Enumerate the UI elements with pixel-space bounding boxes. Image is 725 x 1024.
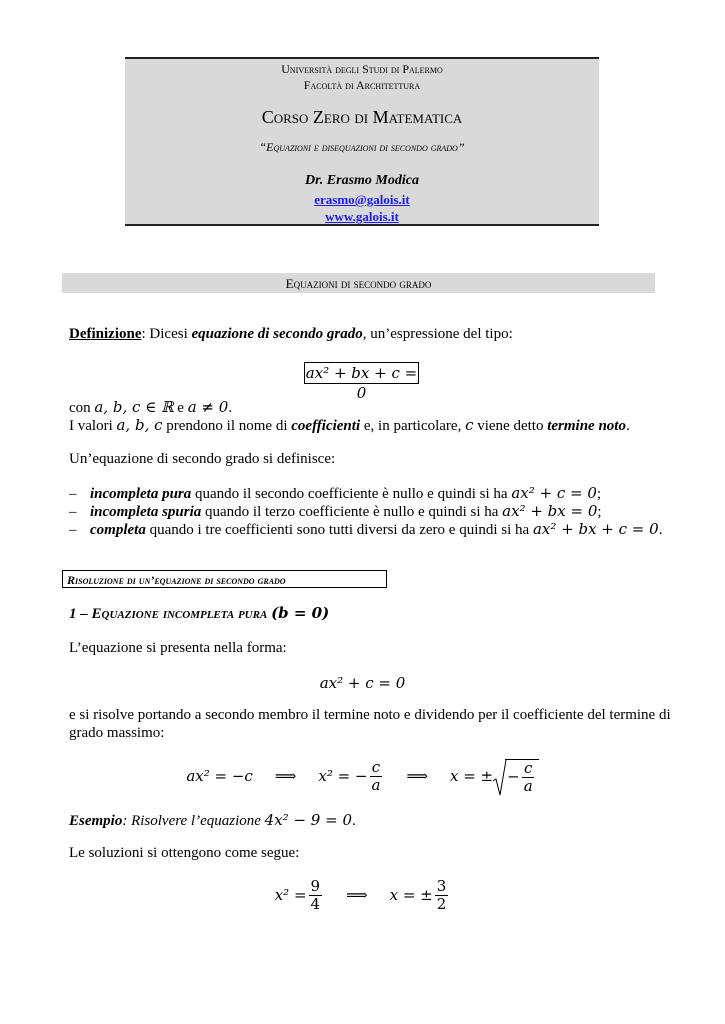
resolution-title: Risoluzione di un’equazione di secondo grado	[62, 570, 387, 588]
bullet-end: .	[658, 522, 663, 538]
frac-num: c	[371, 757, 381, 776]
definition-paragraph	[69, 326, 513, 343]
method-line-1: e si risolve portando a secondo membro il termine noto e dividendo per il coefficiente del termine di	[69, 707, 671, 723]
frac-den: 2	[436, 894, 447, 913]
defines-line: Un’equazione di secondo grado si definisce:	[69, 451, 336, 467]
bullet-eq: ax² + c = 0	[511, 484, 597, 502]
form-text: L’equazione si presenta nella forma:	[69, 640, 287, 656]
cond-e: e	[173, 400, 188, 416]
header-box	[125, 57, 599, 226]
square-root	[493, 757, 539, 795]
values-term: termine noto	[547, 418, 626, 434]
values-c: e, in particolare,	[360, 418, 466, 434]
frac-num: 3	[436, 876, 447, 895]
values-d: viene detto	[473, 418, 548, 434]
values-end: .	[625, 418, 630, 434]
values-vars: a, b, c	[116, 416, 163, 434]
example-text: : Risolvere l’equazione	[122, 813, 265, 829]
bullet-eq: ax² + bx + c = 0	[532, 520, 659, 538]
definition-term: equazione di secondo grado	[191, 326, 363, 342]
values-coeff: coefficienti	[291, 418, 361, 434]
solution-steps	[0, 876, 725, 914]
solving-steps	[0, 756, 725, 796]
website-link[interactable]: www.galois.it	[325, 209, 399, 224]
form-equation: ax² + c = 0	[319, 674, 406, 692]
fraction	[435, 878, 449, 913]
author-name: Dr. Erasmo Modica	[305, 173, 419, 188]
bullet-end: ;	[597, 504, 602, 520]
bullet-text: quando il secondo coefficiente è nullo e quindi si ha	[191, 486, 512, 502]
frac-num: c	[523, 759, 533, 777]
case1-cond: (b = 0)	[271, 604, 330, 622]
section-title: Equazioni di secondo grado	[62, 273, 655, 293]
frac-num: 9	[310, 876, 321, 895]
bullet-dash: –	[69, 486, 77, 502]
values-cvar: c	[465, 416, 474, 434]
radical-icon	[493, 757, 507, 797]
sol-lhs: x² =	[274, 886, 307, 904]
example-label: Esempio	[69, 813, 123, 829]
sqrt-minus: −	[507, 767, 520, 786]
cond-con: con	[69, 400, 95, 416]
fraction	[522, 760, 535, 795]
fraction	[309, 878, 323, 913]
definition-label: Definizione	[69, 326, 142, 342]
method-line-2: grado massimo:	[69, 725, 165, 741]
example-eq: 4x² − 9 = 0	[264, 811, 352, 829]
bullet-end: ;	[596, 486, 602, 502]
values-b: prendono il nome di	[162, 418, 292, 434]
university-name: Università degli Studi di Palermo	[281, 62, 443, 76]
list-item	[69, 502, 602, 521]
sol-rhs: x = ±	[389, 886, 433, 904]
bullet-term: completa	[90, 522, 146, 538]
course-title: Corso Zero di Matematica	[261, 107, 463, 127]
step-2-lhs: x² = −	[318, 767, 368, 785]
definition-text-b: , un’espressione del tipo:	[362, 326, 513, 342]
definition-text-a: : Dicesi	[141, 326, 192, 342]
faculty-name: Facoltà di Architettura	[303, 78, 421, 92]
cond-end: .	[228, 400, 233, 416]
values-a: I valori	[69, 418, 117, 434]
bullet-eq: ax² + bx = 0	[502, 502, 598, 520]
example-line	[69, 811, 356, 830]
fraction	[370, 759, 383, 794]
step-1: ax² = −c	[186, 767, 253, 785]
bullet-dash: –	[69, 504, 77, 520]
frac-den: a	[371, 775, 381, 794]
solutions-text: Le soluzioni si ottengono come segue:	[69, 845, 300, 861]
implies-arrow: ⟹	[346, 886, 368, 904]
step-3-lhs: x = ±	[449, 767, 494, 785]
list-item	[69, 484, 601, 503]
frac-den: 4	[310, 894, 321, 913]
bullet-text: quando i tre coefficienti sono tutti diversi da zero e quindi si ha	[145, 522, 533, 538]
bullet-dash: –	[69, 522, 77, 538]
case1-title: 1 – Equazione incompleta pura	[69, 606, 268, 622]
list-item	[69, 520, 662, 539]
bullet-term: incompleta spuria	[90, 504, 202, 520]
values-line	[69, 416, 630, 435]
condition-line	[69, 398, 232, 417]
general-equation: ax² + bx + c = 0	[305, 364, 418, 402]
cond-a: a ≠ 0	[187, 398, 229, 416]
case1-heading	[69, 604, 329, 623]
author-email-link[interactable]: erasmo@galois.it	[314, 192, 410, 207]
example-end: .	[351, 813, 356, 829]
implies-arrow: ⟹	[274, 767, 297, 785]
course-subtitle: “Equazioni e disequazioni di secondo grado”	[259, 140, 465, 154]
bullet-term: incompleta pura	[90, 486, 192, 502]
implies-arrow: ⟹	[406, 767, 428, 785]
cond-vars: a, b, c ∈ ℝ	[94, 398, 174, 416]
frac-den: a	[523, 777, 533, 795]
bullet-text: quando il terzo coefficiente è nullo e quindi si ha	[201, 504, 503, 520]
